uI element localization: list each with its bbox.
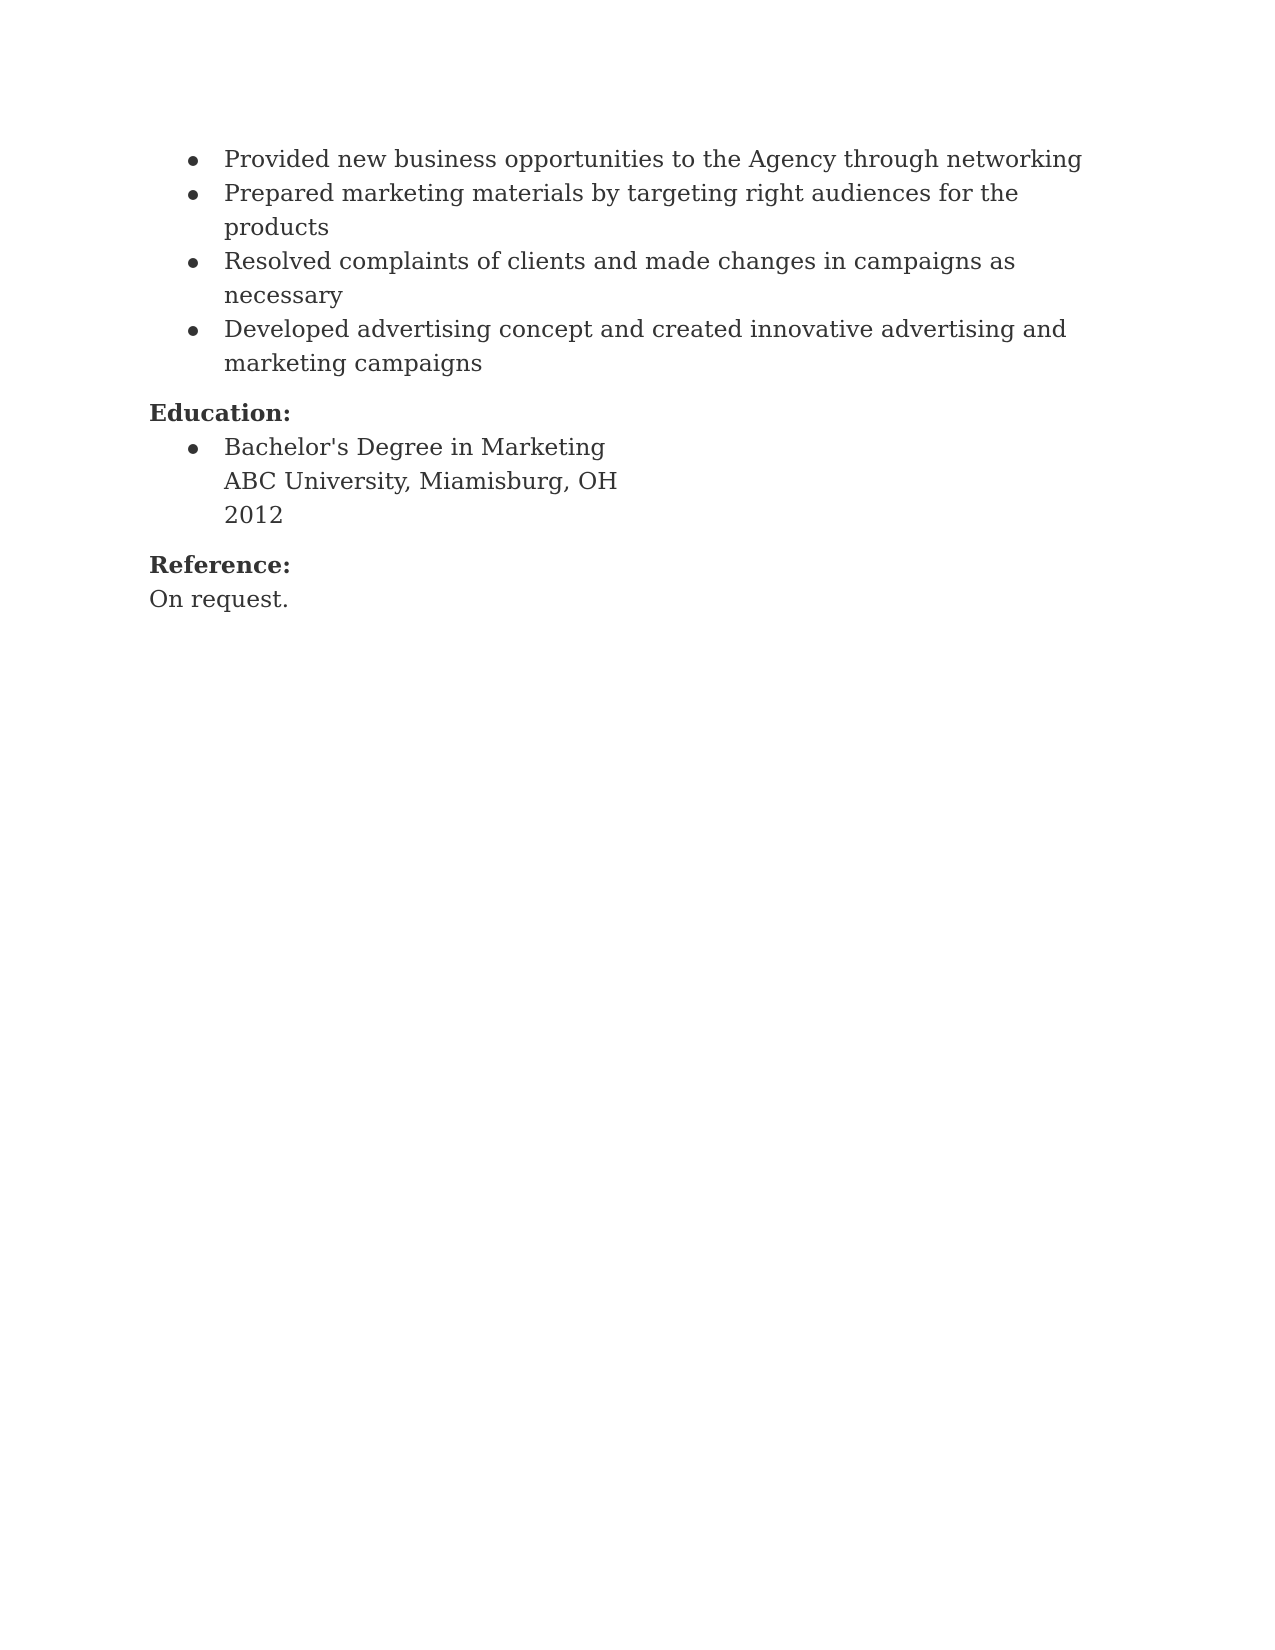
experience-bullet-text: Developed advertising concept and created innovative advertising and marketing campaigns: [224, 315, 1067, 377]
education-heading: Education:: [149, 399, 292, 427]
resume-page: [149, 142, 1129, 616]
experience-bullet-text: Prepared marketing materials by targeting right audiences for the products: [224, 179, 1019, 241]
bullet-icon: [188, 190, 198, 200]
experience-bullet-text: Provided new business opportunities to the Agency through networking: [224, 145, 1083, 173]
list-item: [149, 312, 1129, 380]
education-school: ABC University, Miamisburg, OH: [224, 467, 618, 495]
experience-bullet-list: [149, 142, 1129, 380]
bullet-icon: [188, 326, 198, 336]
experience-bullet-text: Resolved complaints of clients and made changes in campaigns as necessary: [224, 247, 1016, 309]
bullet-icon: [188, 156, 198, 166]
bullet-icon: [188, 258, 198, 268]
education-list: [149, 430, 1129, 532]
list-item: [149, 176, 1129, 244]
bullet-icon: [188, 444, 198, 454]
reference-heading: Reference:: [149, 551, 291, 579]
list-item: [149, 142, 1129, 176]
education-year: 2012: [224, 501, 284, 529]
education-entry: [224, 430, 1129, 532]
reference-text: On request.: [149, 585, 290, 613]
list-item: [149, 430, 1129, 532]
list-item: [149, 244, 1129, 312]
education-degree: Bachelor's Degree in Marketing: [224, 433, 606, 461]
